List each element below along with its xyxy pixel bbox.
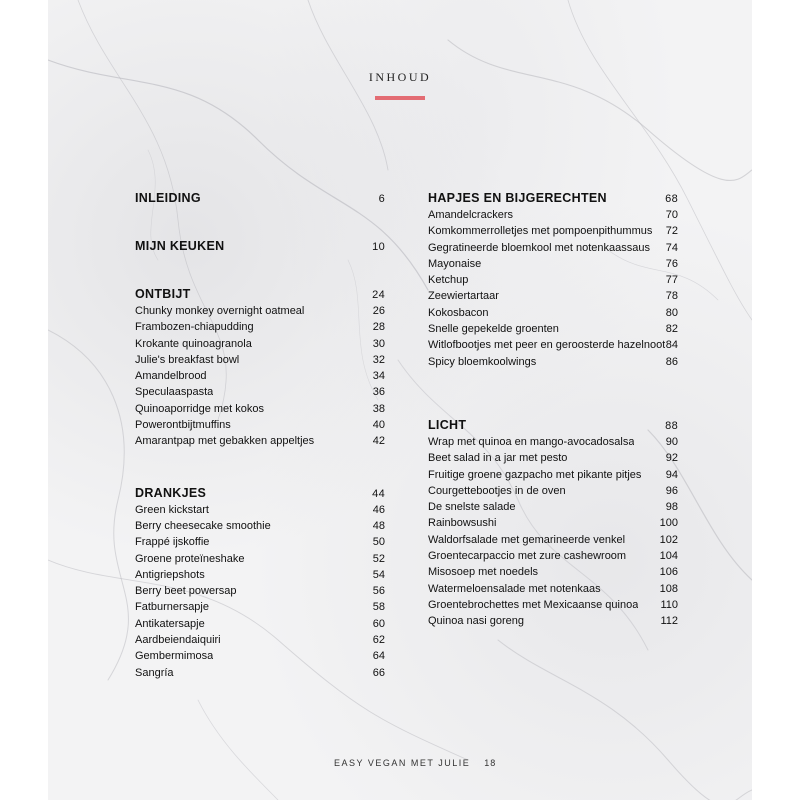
entry-title: Gegratineerde bloemkool met notenkaassaus bbox=[428, 241, 650, 254]
toc-entry bbox=[135, 632, 385, 648]
toc-entry bbox=[135, 599, 385, 615]
toc-entry bbox=[135, 534, 385, 550]
entry-page-number: 92 bbox=[665, 452, 678, 465]
entry-title: Groentebrochettes met Mexicaanse quinoa bbox=[428, 598, 639, 611]
toc-section-heading bbox=[428, 416, 678, 434]
entry-page-number: 98 bbox=[665, 501, 678, 514]
toc-section bbox=[428, 189, 678, 370]
entry-page-number: 80 bbox=[665, 306, 678, 319]
toc-entry bbox=[135, 433, 385, 449]
entry-title: Spicy bloemkoolwings bbox=[428, 355, 537, 368]
entry-title: Wrap met quinoa en mango-avocadosalsa bbox=[428, 435, 635, 448]
toc-entry bbox=[135, 336, 385, 352]
toc-entry bbox=[135, 401, 385, 417]
entry-page-number: 66 bbox=[372, 666, 385, 679]
toc-section-heading bbox=[135, 484, 385, 502]
section-page-number: 10 bbox=[372, 241, 385, 253]
section-title: ONTBIJT bbox=[135, 287, 191, 301]
title-underline bbox=[375, 96, 425, 100]
toc-entry bbox=[428, 483, 678, 499]
entry-title: Groentecarpaccio met zure cashewroom bbox=[428, 550, 627, 563]
marble-page bbox=[48, 0, 752, 800]
entry-title: Zeewiertartaar bbox=[428, 290, 499, 303]
toc-entry bbox=[428, 305, 678, 321]
entry-title: Speculaaspasta bbox=[135, 386, 214, 399]
toc-entry bbox=[428, 548, 678, 564]
entry-title: De snelste salade bbox=[428, 501, 516, 514]
entry-title: Frambozen-chiapudding bbox=[135, 321, 254, 334]
entry-page-number: 34 bbox=[372, 370, 385, 383]
entry-page-number: 106 bbox=[659, 566, 678, 579]
entry-title: Beet salad in a jar met pesto bbox=[428, 452, 568, 465]
entry-title: Fruitige groene gazpacho met pikante pitjes bbox=[428, 468, 642, 481]
entry-title: Frappé ijskoffie bbox=[135, 536, 210, 549]
toc-entry bbox=[135, 417, 385, 433]
entry-title: Berry beet powersap bbox=[135, 585, 237, 598]
toc-section bbox=[135, 237, 385, 255]
toc-entry bbox=[135, 384, 385, 400]
toc-section-heading bbox=[135, 237, 385, 255]
entry-page-number: 108 bbox=[659, 582, 678, 595]
entry-title: Green kickstart bbox=[135, 503, 209, 516]
entry-page-number: 28 bbox=[372, 321, 385, 334]
toc-entry bbox=[135, 616, 385, 632]
entry-title: Komkommerrolletjes met pompoenpithummus bbox=[428, 225, 653, 238]
entry-title: Rainbowsushi bbox=[428, 517, 497, 530]
section-page-number: 6 bbox=[378, 193, 385, 205]
entry-page-number: 60 bbox=[372, 617, 385, 630]
toc-entry bbox=[428, 532, 678, 548]
entry-title: Antigriepshots bbox=[135, 568, 205, 581]
entry-title: Quinoaporridge met kokos bbox=[135, 402, 265, 415]
toc-entry bbox=[135, 352, 385, 368]
toc-entry bbox=[428, 223, 678, 239]
toc-entry bbox=[428, 434, 678, 450]
section-page-number: 88 bbox=[665, 419, 678, 432]
toc-entry bbox=[428, 581, 678, 597]
entry-page-number: 42 bbox=[372, 435, 385, 448]
toc-entry bbox=[428, 354, 678, 370]
entry-page-number: 64 bbox=[372, 650, 385, 663]
entry-title: Courgettebootjes in de oven bbox=[428, 484, 566, 497]
entry-page-number: 112 bbox=[660, 615, 678, 628]
entry-title: Powerontbijtmuffins bbox=[135, 419, 231, 432]
entry-title: Quinoa nasi goreng bbox=[428, 615, 525, 628]
entry-page-number: 52 bbox=[372, 552, 385, 565]
toc-section bbox=[135, 484, 385, 681]
entry-title: Amarantpap met gebakken appeltjes bbox=[135, 435, 315, 448]
entry-page-number: 62 bbox=[372, 634, 385, 647]
entry-page-number: 82 bbox=[665, 323, 678, 336]
toc-entry bbox=[135, 551, 385, 567]
entry-page-number: 58 bbox=[372, 601, 385, 614]
toc-entry bbox=[135, 303, 385, 319]
entry-page-number: 70 bbox=[665, 209, 678, 221]
section-title: DRANKJES bbox=[135, 485, 207, 500]
section-title: MIJN KEUKEN bbox=[135, 239, 225, 253]
entry-title: Amandelbrood bbox=[135, 370, 207, 383]
entry-title: Witlofbootjes met peer en geroosterde hazelnoot bbox=[428, 339, 666, 352]
entry-page-number: 102 bbox=[659, 533, 678, 546]
toc-entry bbox=[135, 518, 385, 534]
entry-title: Aardbeiendaiquiri bbox=[135, 634, 221, 647]
entry-title: Ketchup bbox=[428, 274, 469, 287]
toc-entry bbox=[135, 665, 385, 681]
entry-page-number: 72 bbox=[665, 225, 678, 238]
footer-book-title: EASY VEGAN MET JULIE bbox=[334, 758, 471, 768]
entry-page-number: 78 bbox=[665, 290, 678, 303]
entry-title: Watermeloensalade met notenkaas bbox=[428, 582, 601, 595]
toc-entry bbox=[428, 499, 678, 515]
entry-title: Julie's breakfast bowl bbox=[135, 353, 240, 366]
entry-page-number: 104 bbox=[659, 550, 678, 563]
page-title: INHOUD bbox=[368, 70, 432, 84]
section-title: INLEIDING bbox=[135, 191, 201, 205]
entry-title: Gembermimosa bbox=[135, 650, 214, 663]
section-title: LICHT bbox=[428, 417, 467, 432]
toc-entry bbox=[428, 467, 678, 483]
toc-entry bbox=[135, 368, 385, 384]
toc-section-heading bbox=[135, 189, 385, 207]
toc-entry bbox=[135, 648, 385, 664]
section-title: HAPJES EN BIJGERECHTEN bbox=[428, 191, 607, 205]
entry-page-number: 54 bbox=[372, 568, 385, 581]
entry-page-number: 32 bbox=[372, 353, 385, 366]
toc-section-heading bbox=[428, 189, 678, 207]
toc-entry bbox=[428, 288, 678, 304]
toc-entry bbox=[428, 240, 678, 256]
entry-page-number: 40 bbox=[372, 419, 385, 432]
entry-title: Antikatersapje bbox=[135, 617, 205, 630]
entry-page-number: 96 bbox=[665, 484, 678, 497]
entry-page-number: 56 bbox=[372, 585, 385, 598]
toc-entry bbox=[428, 272, 678, 288]
entry-page-number: 74 bbox=[665, 241, 678, 254]
toc-entry bbox=[428, 515, 678, 531]
entry-page-number: 76 bbox=[665, 257, 678, 270]
entry-page-number: 38 bbox=[372, 402, 385, 415]
entry-title: Sangría bbox=[135, 666, 174, 679]
page-footer bbox=[334, 758, 496, 768]
toc-entry bbox=[428, 613, 678, 629]
entry-page-number: 100 bbox=[659, 517, 678, 530]
toc-entry bbox=[428, 450, 678, 466]
entry-title: Fatburnersapje bbox=[135, 601, 209, 614]
entry-page-number: 86 bbox=[665, 355, 678, 368]
entry-title: Waldorfsalade met gemarineerde venkel bbox=[428, 533, 626, 546]
toc-right-column bbox=[428, 189, 678, 630]
entry-page-number: 110 bbox=[660, 598, 678, 611]
entry-page-number: 94 bbox=[665, 468, 678, 481]
entry-page-number: 46 bbox=[372, 503, 385, 516]
toc-entry bbox=[428, 256, 678, 272]
section-page-number: 44 bbox=[372, 487, 385, 500]
entry-page-number: 90 bbox=[665, 435, 678, 448]
entry-title: Snelle gepekelde groenten bbox=[428, 323, 559, 336]
entry-title: Chunky monkey overnight oatmeal bbox=[135, 305, 305, 317]
entry-page-number: 48 bbox=[372, 519, 385, 532]
toc-entry bbox=[135, 319, 385, 335]
entry-title: Mayonaise bbox=[428, 257, 482, 270]
entry-title: Krokante quinoagranola bbox=[135, 337, 252, 350]
toc-entry bbox=[135, 567, 385, 583]
section-page-number: 68 bbox=[665, 193, 678, 205]
toc-section bbox=[428, 416, 678, 630]
toc-section bbox=[135, 189, 385, 207]
entry-page-number: 36 bbox=[372, 386, 385, 399]
entry-page-number: 84 bbox=[665, 339, 678, 352]
toc-entry bbox=[428, 564, 678, 580]
entry-page-number: 30 bbox=[372, 337, 385, 350]
footer-page-number: 18 bbox=[484, 758, 497, 768]
entry-title: Amandelcrackers bbox=[428, 209, 513, 221]
entry-title: Berry cheesecake smoothie bbox=[135, 519, 271, 532]
toc-section bbox=[135, 285, 385, 450]
toc-entry bbox=[428, 207, 678, 223]
toc-entry bbox=[428, 597, 678, 613]
entry-page-number: 77 bbox=[665, 274, 678, 287]
toc-entry bbox=[428, 321, 678, 337]
toc-entry bbox=[135, 583, 385, 599]
entry-page-number: 50 bbox=[372, 536, 385, 549]
entry-title: Groene proteïneshake bbox=[135, 552, 245, 565]
toc-entry bbox=[135, 502, 385, 518]
toc-left-column bbox=[135, 189, 385, 681]
entry-page-number: 26 bbox=[372, 305, 385, 317]
toc-section-heading bbox=[135, 285, 385, 303]
entry-title: Kokosbacon bbox=[428, 306, 489, 319]
entry-title: Misosoep met noedels bbox=[428, 566, 539, 579]
toc-entry bbox=[428, 337, 678, 353]
section-page-number: 24 bbox=[372, 289, 385, 301]
